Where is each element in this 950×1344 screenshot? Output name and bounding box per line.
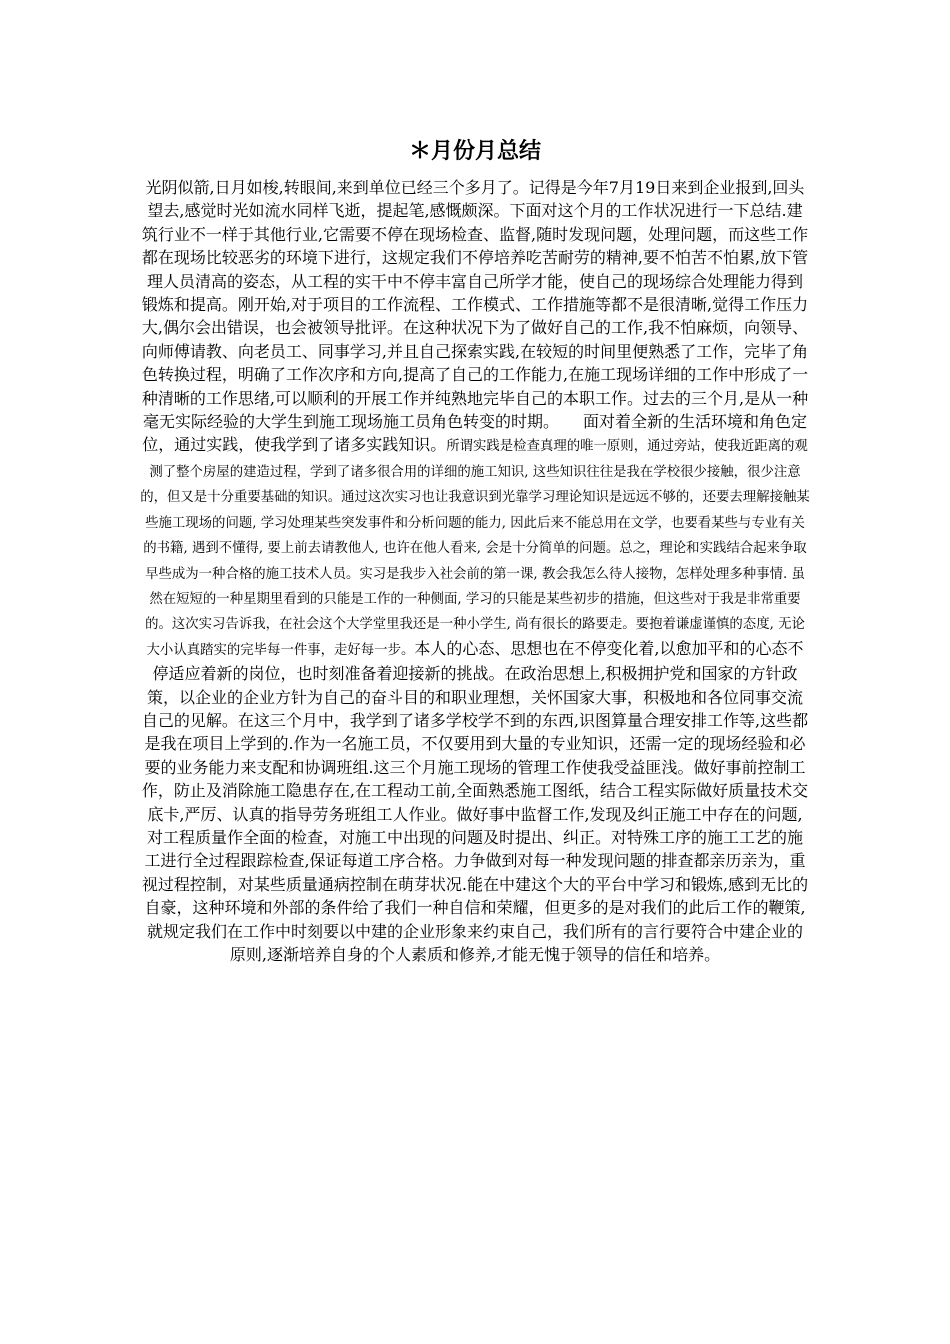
body-paragraph-3-text: 本人的心态、思想也在不停变化着,以愈加平和的心态不停适应着新的岗位，也时刻准备着迎接新的挑战。在政治思想上,积极拥护党和国家的方针政策，以企业的企业方针为自己的奋斗目的和职业理想，关怀国家大事，积极地和各位同事交流自己的见解。在这三个月中，我学到了诸多学校学不到的东西,识图算量合理安排工作等,这些都是我在项目上学到的.作为一名施工员，不仅要用到大量的专业知识，还需一定的现场经验和必要的业务能力来支配和协调班组.这三个月施工现场的管理工作使我受益匪浅。做好事前控制工作，防止及消除施工隐患存在,在工程动工前,全面熟悉施工图纸，结合工程实际做好质量技术交底卡,严厉、认真的指导劳务班组工人作业。做好事中监督工作,发现及纠正施工中存在的问题,对工程质量作全面的检查，对施工中出现的问题及时提出、纠正。对特殊工序的施工工艺的施工进行全过程跟踪检查,保证每道工序合格。力争做到对每一种发现问题的排查都亲历亲为，重视过程控制，对某些质量通病控制在萌芽状况.能在中建这个大的平台中学习和锻炼,感到无比的自豪，这种环境和外部的条件给了我们一种自信和荣耀，但更多的是对我们的此后工作的鞭策,就规定我们在工作中时刻要以中建的企业形象来约束自己，我们所有的言行要符合中建企业的原则,逐渐培养自身的个人素质和修养,才能无愧于领导的信任和培养。 [141,638,809,964]
body-paragraph-1 [140,176,810,966]
document-body [140,176,810,966]
body-paragraph-2-text: 所谓实践是检查真理的唯一原则，通过旁站，使我近距离的观测了整个房屋的建造过程，学到了诸多很合用的详细的施工知识, 这些知识往往是我在学校很少接触，很少注意的，但又是十分重要基础的知识。通过这次实习也让我意识到光靠学习理论知识是远远不够的，还要去理解接触某些施工现场的问题, 学习处理某些突发事件和分析问题的能力, 因此后来不能总用在文学，也要看某些与专业有关的书籍, 遇到不懂得, 要上前去请教他人, 也许在他人看来, 会是十分简单的问题。总之，理论和实践结合起来争取早些成为一种合格的施工技术人员。实习是我步入社会前的第一课, 教会我怎么待人接物，怎样处理多种事情. 虽然在短短的一种星期里看到的只能是工作的一种侧面, 学习的只能是某些初步的措施，但这些对于我是非常重要的。这次实习告诉我，在社会这个大学堂里我还是一种小学生, 尚有很长的路要走。要抱着谦虚谨慎的态度, 无论大小认真踏实的完毕每一件事，走好每一步。 [140,439,810,658]
document-title: ＊月份月总结 [408,139,541,164]
body-paragraph-1-text: 光阴似箭,日月如梭,转眼间,来到单位已经三个多月了。记得是今年7月19日来到企业报到,回头望去,感觉时光如流水同样飞逝，提起笔,感慨颇深。下面对这个月的工作状况进行一下总结.建筑行业不一样于其他行业,它需要不停在现场检查、监督,随时发现问题，处理问题，而这些工作都在现场比较恶劣的环境下进行，这规定我们不停培养吃苦耐劳的精神,要不怕苦不怕累,放下管理人员清高的姿态，从工程的实干中不停丰富自己所学才能，使自己的现场综合处理能力得到锻炼和提高。刚开始,对于项目的工作流程、工作模式、工作措施等都不是很清晰,觉得工作压力大,偶尔会出错误，也会被领导批评。在这种状况下为了做好自己的工作,我不怕麻烦，向领导、向师傅请教、向老员工、同事学习,并且自己探索实践,在较短的时间里便熟悉了工作，完毕了角色转换过程，明确了工作次序和方向,提高了自己的工作能力,在施工现场详细的工作中形成了一种清晰的工作思绪,可以顺利的开展工作并纯熟地完毕自己的本职工作。过去的三个月,是从一种毫无实际经验的大学生到施工现场施工员角色转变的时期。 面对着全新的生活环境和角色定位，通过实践，使我学到了诸多实践知识。 [141,178,809,455]
